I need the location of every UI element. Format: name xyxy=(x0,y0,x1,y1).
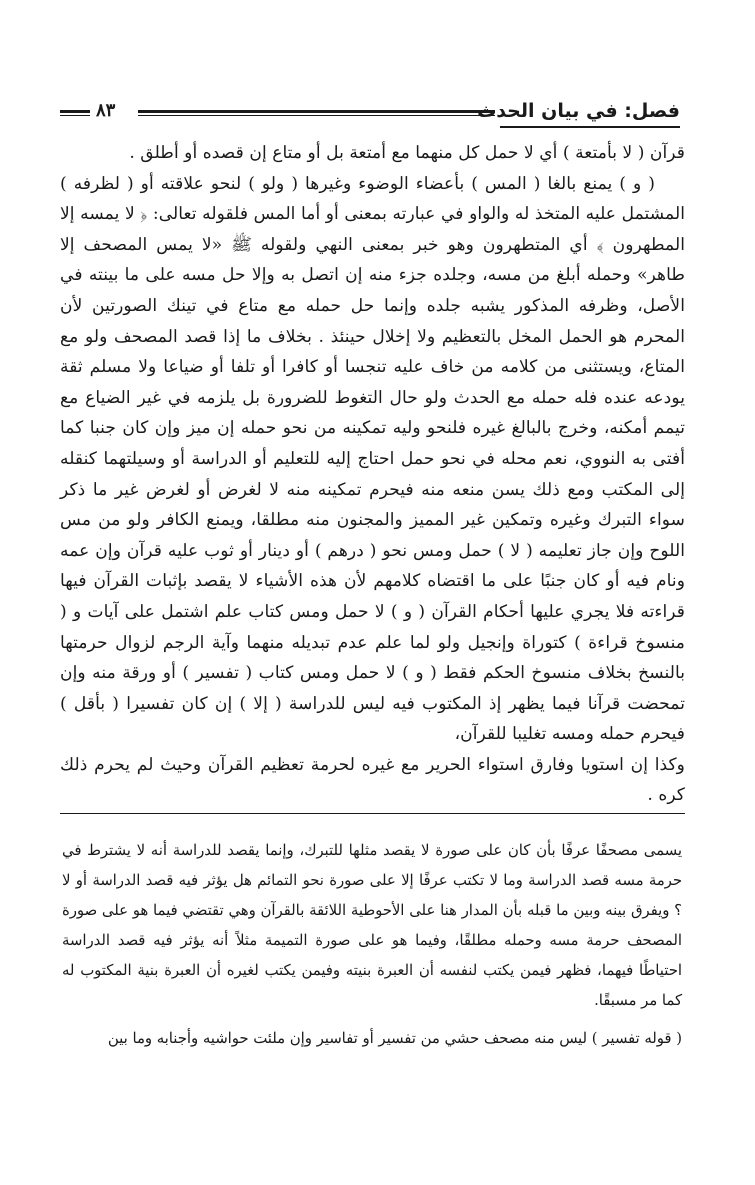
paragraph: وكذا إن استويا وفارق استواء الحرير مع غيره لحرمة تعظيم القرآن وحيث لم يحرم ذلك كره . xyxy=(60,750,685,814)
chapter-title: فصل: في بيان الحدث xyxy=(477,100,680,122)
page-header xyxy=(60,100,680,136)
header-rule xyxy=(138,110,495,116)
page-number: ٨٣ xyxy=(96,100,116,121)
footnote: يسمى مصحفًا عرفًا بأن كان على صورة لا يقصد مثلها للتبرك، وإنما يقصد للدراسة أنه لا يشترط في حرمة مسه قصد الدراسة وما لا تكتب عرفًا إلا على صورة نحو التمائم هل يؤثر فيه قصد الدراسة أو لا ؟ ويفرق بينه وبين ما قبله بأن المدار هنا على الأحوطية اللائقة بالقرآن وهي تقتضي فيما هو على صورة المصحف حرمة مسه وحمله مطلقًا، وفيما هو على صورة التميمة مثلاً أنه يؤثر فيه قصد الدراسة احتياطًا فيهما، فظهر فيمن يكتب لنفسه أن العبرة بنيته وفيمن يكتب لغيره أن العبرة بنية المكتوب له كما مر مسبقًا. xyxy=(62,842,682,1009)
paragraph: ( و ) يمنع بالغا ( المس ) بأعضاء الوضوء وغيرها ( ولو ) لنحو علاقته أو ( لظرفه ) المشتمل عليه المتخذ له والواو في عبارته بمعنى أو أما المس فلقوله تعالى: ﴿ لا يمسه إلا المطهرون ﴾ أي المتطهرون وهو خبر بمعنى النهي ولقوله ﷺ «لا يمس المصحف إلا طاهر» وحمله أبلغ من مسه، وجلده جزء منه إن اتصل به وإلا حل مسه على ما بينته في الأصل، وظرفه المذكور يشبه جلده وإنما حل حمله مع متاع في تينك الصورتين لأن المحرم هو الحمل المخل بالتعظيم ولا إخلال حينئذ . بخلاف ما إذا قصد المصحف ولو مع المتاع، ويستثنى من كلامه من خاف عليه تنجسا أو كافرا أو تلفا أو ضياعا ولا مسلم ثقة يودعه عنده فله حمله مع الحدث ولو حال التغوط للضرورة بل يلزمه في غير الضياع مع تيمم أمكنه، وخرج بالبالغ غيره فلنحو وليه تمكينه من نحو حمله إن ميز وإن كان جنبا كما أفتى به النووي، نعم محله في نحو حمل احتاج إليه للتعليم أو الدراسة أو وسيلتهما كنقله إلى المكتب ومع ذلك يسن منعه منه فيحرم تمكينه منه لا لغرض أو لغرض غير ما ذكر سواء التبرك وغيره وتمكين غير المميز والمجنون منه مطلقا، ويمنع الكافر ولو من مس اللوح وإن جاز تعليمه ( لا ) حمل ومس نحو ( درهم ) أو دينار أو ثوب عليه قرآن وإن عمه ونام فيه أو كان جنبًا على ما اقتضاه كلامهم لأن هذه الأشياء لا يقصد بإثبات القرآن فيها قراءته فلا يجري عليها أحكام القرآن ( و ) لا حمل ومس كتاب علم اشتمل على آيات و ( منسوخ قراءة ) كتوراة وإنجيل ولو لما علم عدم تبديله منهما وآية الرجم لزوال حرمتها بالنسخ بخلاف منسوخ الحكم فقط ( و ) لا حمل ومس كتاب ( تفسير ) أو ورقة منه وإن تمحضت قرآنا فيما يظهر إذ المكتوب فيه ليس للدراسة ( إلا ) إن كان تفسيرا ( بأقل ) فيحرم حمله ومسه تغليبا للقرآن، xyxy=(60,173,685,745)
title-underline xyxy=(500,126,680,128)
footnotes xyxy=(62,836,682,1054)
footnote: ( قوله تفسير ) ليس منه مصحف حشي من تفسير أو تفاسير وإن ملئت حواشيه وأجنابه وما بين xyxy=(107,1030,682,1047)
main-text xyxy=(60,138,685,814)
paragraph: قرآن ( لا بأمتعة ) أي لا حمل كل منهما مع أمتعة بل أو متاع إن قصده أو أطلق . xyxy=(129,143,685,163)
header-rule-end xyxy=(60,110,90,116)
